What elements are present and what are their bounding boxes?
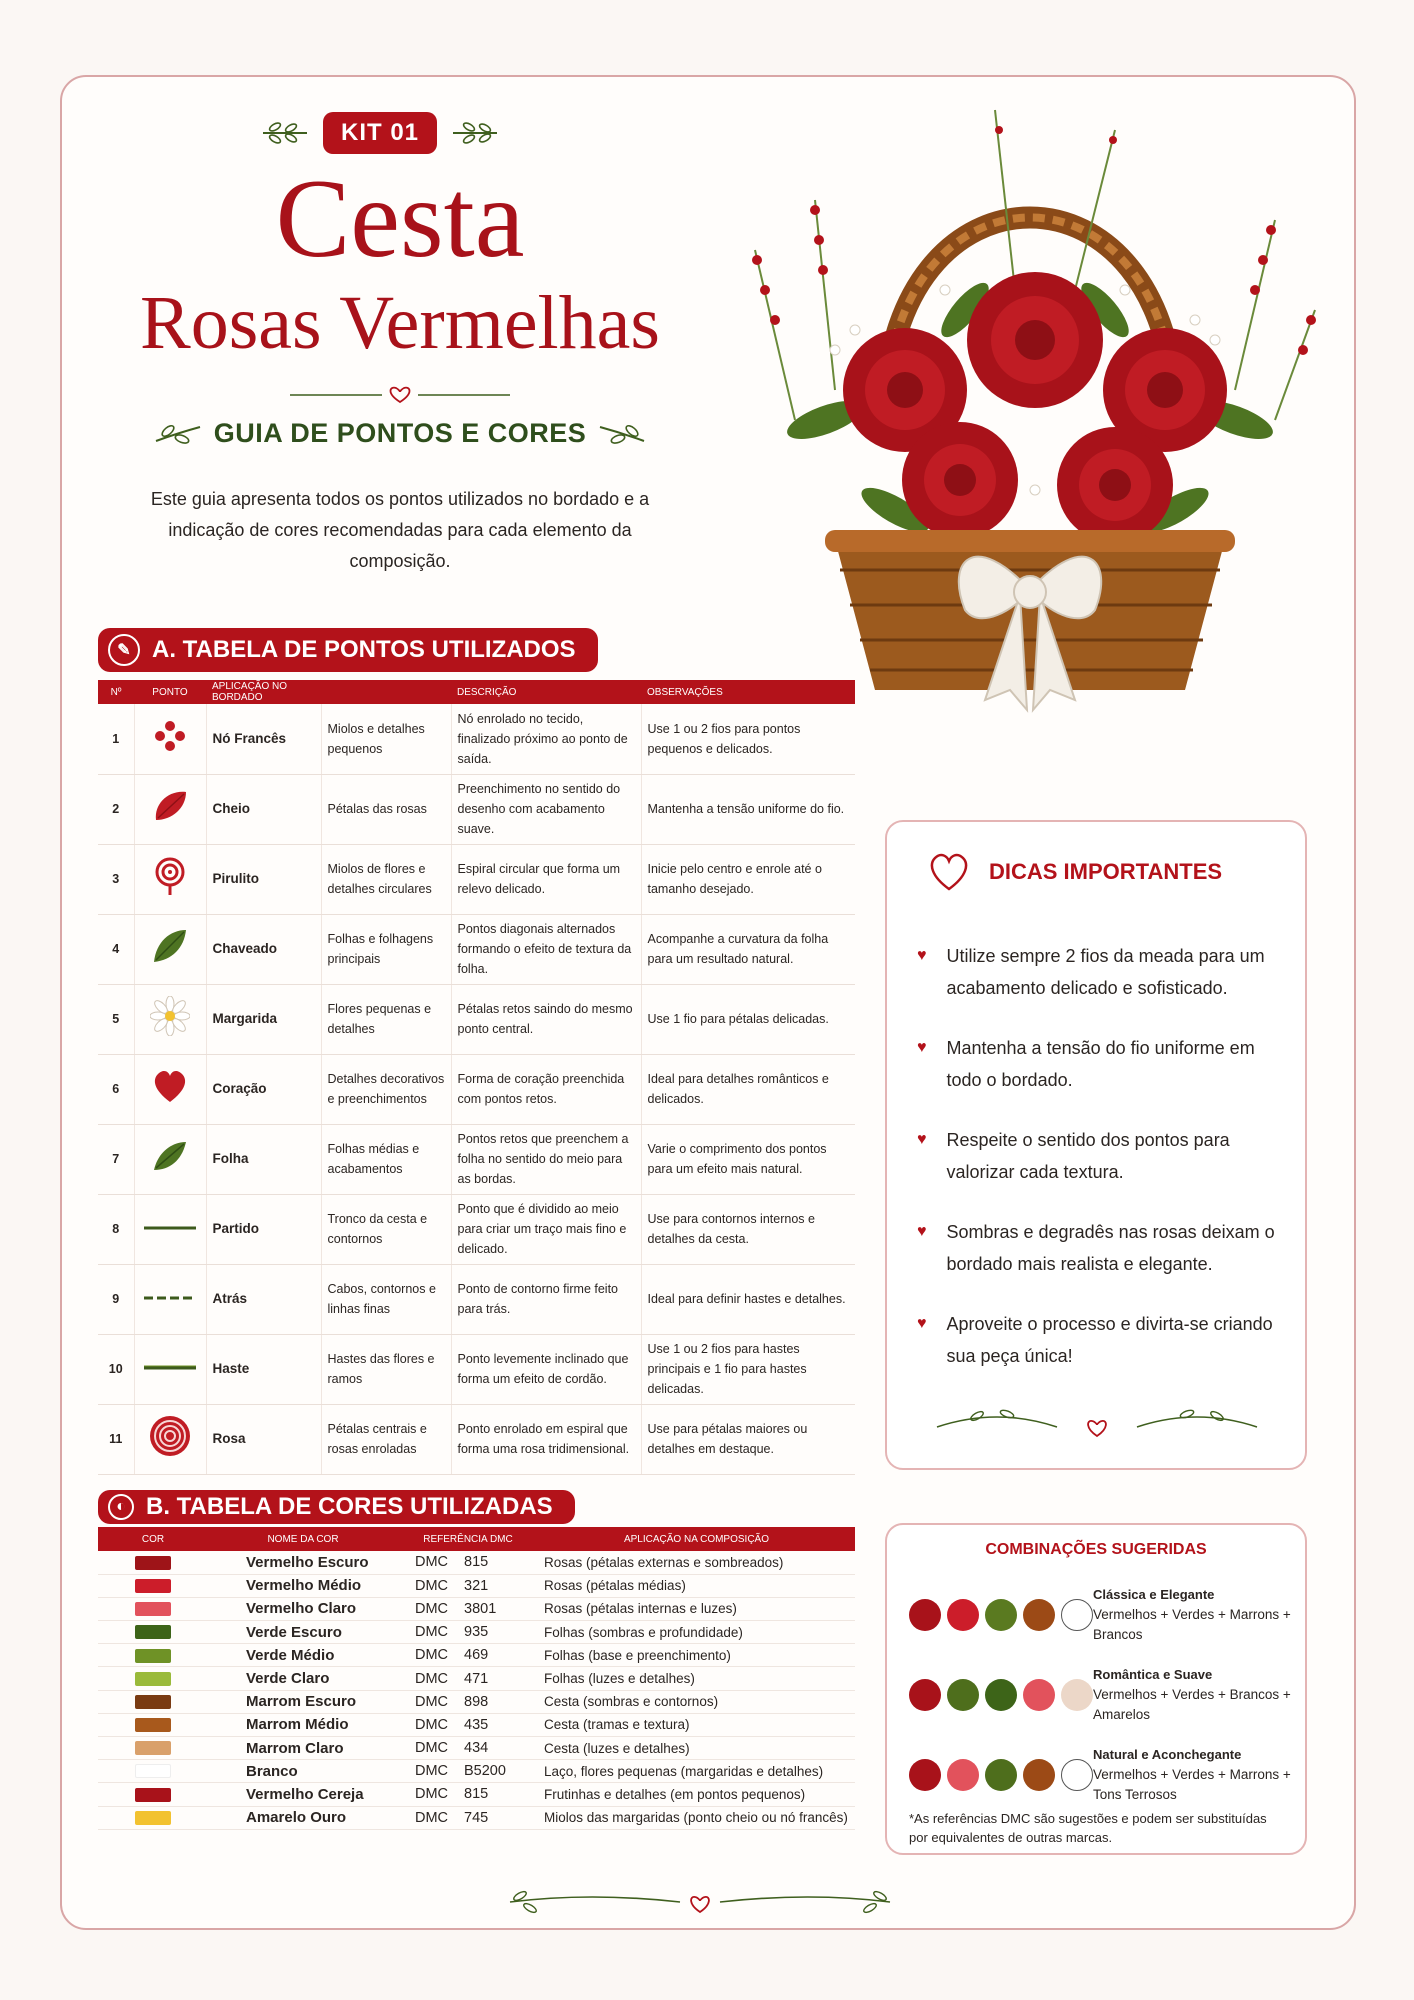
stitch-name: Folha bbox=[206, 1124, 321, 1194]
color-dots bbox=[909, 1759, 1093, 1791]
heart-icon bbox=[134, 1054, 206, 1124]
stitch-number: 6 bbox=[98, 1054, 134, 1124]
color-application: Rosas (pétalas externas e sombreados) bbox=[538, 1551, 855, 1574]
tip-item bbox=[917, 1124, 1287, 1188]
color-row bbox=[98, 1713, 855, 1736]
color-table-body bbox=[98, 1551, 855, 1829]
dmc-label: DMC bbox=[398, 1551, 458, 1574]
rose-spiral-icon bbox=[134, 1404, 206, 1474]
stitch-description: Forma de coração preenchida com pontos retos. bbox=[451, 1054, 641, 1124]
color-swatch-cell bbox=[98, 1597, 208, 1620]
combination-text bbox=[1093, 1745, 1294, 1805]
color-row bbox=[98, 1806, 855, 1829]
satin-petal-icon bbox=[134, 774, 206, 844]
stitch-table-header bbox=[98, 680, 855, 704]
backstitch-icon bbox=[134, 1264, 206, 1334]
col-color: COR bbox=[98, 1527, 208, 1551]
stitch-number: 9 bbox=[98, 1264, 134, 1334]
color-row bbox=[98, 1760, 855, 1783]
stitch-application: Detalhes decorativos e preenchimentos bbox=[321, 1054, 451, 1124]
stitch-observation: Varie o comprimento dos pontos para um efeito mais natural. bbox=[641, 1124, 855, 1194]
color-application: Cesta (sombras e contornos) bbox=[538, 1690, 855, 1713]
color-swatch bbox=[135, 1741, 171, 1755]
stitch-description: Ponto que é dividido ao meio para criar um traço mais fino e delicado. bbox=[451, 1194, 641, 1264]
stitch-row bbox=[98, 774, 855, 844]
col-blank bbox=[321, 680, 451, 704]
stitch-number: 3 bbox=[98, 844, 134, 914]
stitch-name: Nó Francês bbox=[206, 704, 321, 774]
dmc-label: DMC bbox=[398, 1597, 458, 1620]
color-swatch bbox=[135, 1788, 171, 1802]
stitch-number: 1 bbox=[98, 704, 134, 774]
col-dmc-ref: REFERÊNCIA DMC bbox=[398, 1527, 538, 1551]
color-swatch-cell bbox=[98, 1551, 208, 1574]
color-row bbox=[98, 1551, 855, 1574]
color-dot bbox=[947, 1679, 979, 1711]
dmc-label: DMC bbox=[398, 1644, 458, 1667]
color-name: Vermelho Médio bbox=[208, 1574, 398, 1597]
tip-item bbox=[917, 1216, 1287, 1280]
combination-name: Natural e Aconchegante bbox=[1093, 1747, 1242, 1762]
color-swatch-cell bbox=[98, 1783, 208, 1806]
stitch-number: 4 bbox=[98, 914, 134, 984]
col-description: DESCRIÇÃO bbox=[451, 680, 641, 704]
color-application: Folhas (base e preenchimento) bbox=[538, 1644, 855, 1667]
spiral-icon bbox=[134, 844, 206, 914]
daisy-icon bbox=[134, 984, 206, 1054]
color-row bbox=[98, 1737, 855, 1760]
combination-name: Clássica e Elegante bbox=[1093, 1587, 1215, 1602]
color-table-header bbox=[98, 1527, 855, 1551]
stitch-description: Pontos retos que preenchem a folha no sentido do meio para as bordas. bbox=[451, 1124, 641, 1194]
color-dot bbox=[947, 1599, 979, 1631]
stitch-application: Miolos de flores e detalhes circulares bbox=[321, 844, 451, 914]
color-swatch bbox=[135, 1649, 171, 1663]
dmc-reference: 434 bbox=[458, 1737, 538, 1760]
guide-title: GUIA DE PONTOS E CORES bbox=[213, 418, 587, 448]
col-application: APLICAÇÃO NO BORDADO bbox=[206, 680, 321, 704]
stitch-observation: Use 1 fio para pétalas delicadas. bbox=[641, 984, 855, 1054]
color-table bbox=[98, 1527, 855, 1830]
section-b-header bbox=[98, 1490, 575, 1524]
stitch-description: Ponto de contorno firme feito para trás. bbox=[451, 1264, 641, 1334]
color-swatch-cell bbox=[98, 1574, 208, 1597]
color-swatch bbox=[135, 1811, 171, 1825]
floral-divider-icon bbox=[927, 1402, 1267, 1442]
color-application: Miolos das margaridas (ponto cheio ou nó francês) bbox=[538, 1806, 855, 1829]
stitch-application: Folhas e folhagens principais bbox=[321, 914, 451, 984]
tip-text: Utilize sempre 2 fios da meada para um acabamento delicado e sofisticado. bbox=[946, 946, 1265, 998]
tip-text: Mantenha a tensão do fio uniforme em todo o bordado. bbox=[946, 1038, 1255, 1090]
color-application: Cesta (luzes e detalhes) bbox=[538, 1737, 855, 1760]
needle-icon: ✎ bbox=[108, 634, 140, 666]
dmc-reference: 321 bbox=[458, 1574, 538, 1597]
color-row bbox=[98, 1783, 855, 1806]
dmc-label: DMC bbox=[398, 1760, 458, 1783]
stitch-table bbox=[98, 680, 855, 1475]
rose-basket-illustration bbox=[715, 90, 1345, 720]
stitch-application: Flores pequenas e detalhes bbox=[321, 984, 451, 1054]
kit-row bbox=[260, 110, 500, 156]
stitch-row bbox=[98, 914, 855, 984]
color-name: Vermelho Claro bbox=[208, 1597, 398, 1620]
stitch-observation: Use 1 ou 2 fios para pontos pequenos e delicados. bbox=[641, 704, 855, 774]
fishbone-leaf-icon bbox=[134, 914, 206, 984]
title-line-1: Cesta bbox=[275, 157, 525, 281]
color-application: Laço, flores pequenas (margaridas e detalhes) bbox=[538, 1760, 855, 1783]
tip-text: Sombras e degradês nas rosas deixam o bordado mais realista e elegante. bbox=[946, 1222, 1275, 1274]
stitch-name: Rosa bbox=[206, 1404, 321, 1474]
stitch-application: Pétalas das rosas bbox=[321, 774, 451, 844]
color-dot bbox=[1061, 1679, 1093, 1711]
combinations-title: COMBINAÇÕES SUGERIDAS bbox=[985, 1541, 1207, 1558]
stitch-row bbox=[98, 1124, 855, 1194]
tips-title: DICAS IMPORTANTES bbox=[989, 859, 1223, 884]
stitch-observation: Mantenha a tensão uniforme do fio. bbox=[641, 774, 855, 844]
tip-text: Respeite o sentido dos pontos para valorizar cada textura. bbox=[946, 1130, 1230, 1182]
stitch-application: Hastes das flores e ramos bbox=[321, 1334, 451, 1404]
heart-bullet-icon: ♥ bbox=[917, 1131, 927, 1148]
color-name: Vermelho Cereja bbox=[208, 1783, 398, 1806]
stitch-description: Espiral circular que forma um relevo delicado. bbox=[451, 844, 641, 914]
combination-desc: Vermelhos + Verdes + Marrons + Tons Terrosos bbox=[1093, 1767, 1291, 1802]
leaf-icon bbox=[134, 1124, 206, 1194]
color-application: Folhas (luzes e detalhes) bbox=[538, 1667, 855, 1690]
tips-box bbox=[885, 820, 1307, 1470]
dmc-reference: 745 bbox=[458, 1806, 538, 1829]
stitch-name: Coração bbox=[206, 1054, 321, 1124]
stitch-number: 5 bbox=[98, 984, 134, 1054]
dmc-label: DMC bbox=[398, 1713, 458, 1736]
color-name: Marrom Escuro bbox=[208, 1690, 398, 1713]
color-dot bbox=[1061, 1599, 1093, 1631]
dmc-label: DMC bbox=[398, 1621, 458, 1644]
color-name: Marrom Médio bbox=[208, 1713, 398, 1736]
color-swatch-cell bbox=[98, 1713, 208, 1736]
section-a-header bbox=[98, 628, 598, 672]
tip-item bbox=[917, 1032, 1287, 1096]
dmc-reference: 469 bbox=[458, 1644, 538, 1667]
color-name: Verde Escuro bbox=[208, 1621, 398, 1644]
tip-item bbox=[917, 1308, 1287, 1372]
stitch-observation: Inicie pelo centro e enrole até o tamanho desejado. bbox=[641, 844, 855, 914]
color-row bbox=[98, 1690, 855, 1713]
stitch-number: 8 bbox=[98, 1194, 134, 1264]
bottom-ornament-icon bbox=[500, 1882, 900, 1922]
stitch-description: Ponto enrolado em espiral que forma uma rosa tridimensional. bbox=[451, 1404, 641, 1474]
color-dot bbox=[985, 1599, 1017, 1631]
col-stitch: PONTO bbox=[134, 680, 206, 704]
stitch-row bbox=[98, 984, 855, 1054]
heart-divider-icon bbox=[290, 385, 510, 405]
color-swatch-cell bbox=[98, 1690, 208, 1713]
color-dot bbox=[985, 1759, 1017, 1791]
color-dot bbox=[1023, 1759, 1055, 1791]
stitch-application: Tronco da cesta e contornos bbox=[321, 1194, 451, 1264]
stitch-application: Pétalas centrais e rosas enroladas bbox=[321, 1404, 451, 1474]
combination-row bbox=[909, 1585, 1294, 1645]
stitch-row bbox=[98, 1334, 855, 1404]
stitch-name: Atrás bbox=[206, 1264, 321, 1334]
french-knot-icon bbox=[134, 704, 206, 774]
stitch-description: Preenchimento no sentido do desenho com acabamento suave. bbox=[451, 774, 641, 844]
color-swatch-cell bbox=[98, 1621, 208, 1644]
color-name: Amarelo Ouro bbox=[208, 1806, 398, 1829]
right-leaf-icon bbox=[598, 419, 646, 449]
stitch-observation: Use para pétalas maiores ou detalhes em destaque. bbox=[641, 1404, 855, 1474]
color-swatch bbox=[135, 1625, 171, 1639]
dmc-reference: 471 bbox=[458, 1667, 538, 1690]
color-swatch-cell bbox=[98, 1644, 208, 1667]
stitch-name: Margarida bbox=[206, 984, 321, 1054]
tip-text: Aproveite o processo e divirta-se criando sua peça única! bbox=[946, 1314, 1273, 1366]
stitch-observation: Ideal para definir hastes e detalhes. bbox=[641, 1264, 855, 1334]
kit-badge: KIT 01 bbox=[323, 112, 437, 154]
color-application: Rosas (pétalas médias) bbox=[538, 1574, 855, 1597]
color-dot bbox=[909, 1679, 941, 1711]
col-num: Nº bbox=[98, 680, 134, 704]
combination-text bbox=[1093, 1665, 1294, 1725]
color-swatch bbox=[135, 1764, 171, 1778]
color-swatch-cell bbox=[98, 1806, 208, 1829]
color-name: Vermelho Escuro bbox=[208, 1551, 398, 1574]
combinations-box bbox=[885, 1523, 1307, 1855]
color-dot bbox=[909, 1599, 941, 1631]
color-swatch bbox=[135, 1602, 171, 1616]
stitch-observation: Ideal para detalhes românticos e delicados. bbox=[641, 1054, 855, 1124]
stitch-table-body bbox=[98, 704, 855, 1474]
color-row bbox=[98, 1574, 855, 1597]
heart-outline-icon bbox=[927, 852, 971, 892]
stitch-application: Cabos, contornos e linhas finas bbox=[321, 1264, 451, 1334]
color-name: Branco bbox=[208, 1760, 398, 1783]
color-row bbox=[98, 1597, 855, 1620]
color-name: Verde Médio bbox=[208, 1644, 398, 1667]
color-application: Cesta (tramas e textura) bbox=[538, 1713, 855, 1736]
stitch-row bbox=[98, 1054, 855, 1124]
color-swatch bbox=[135, 1695, 171, 1709]
stitch-row bbox=[98, 1404, 855, 1474]
combination-row bbox=[909, 1745, 1294, 1805]
stitch-number: 7 bbox=[98, 1124, 134, 1194]
color-application: Frutinhas e detalhes (em pontos pequenos) bbox=[538, 1783, 855, 1806]
stitch-name: Pirulito bbox=[206, 844, 321, 914]
dmc-label: DMC bbox=[398, 1737, 458, 1760]
stitch-application: Folhas médias e acabamentos bbox=[321, 1124, 451, 1194]
tips-header bbox=[927, 852, 1222, 892]
color-row bbox=[98, 1621, 855, 1644]
combination-desc: Vermelhos + Verdes + Marrons + Brancos bbox=[1093, 1607, 1291, 1642]
combination-row bbox=[909, 1665, 1294, 1725]
color-row bbox=[98, 1667, 855, 1690]
stitch-description: Pontos diagonais alternados formando o efeito de textura da folha. bbox=[451, 914, 641, 984]
stitch-name: Partido bbox=[206, 1194, 321, 1264]
color-dot bbox=[909, 1759, 941, 1791]
section-a-title: A. TABELA DE PONTOS UTILIZADOS bbox=[152, 636, 576, 663]
stitch-observation: Use 1 ou 2 fios para hastes principais e 1 fio para hastes delicadas. bbox=[641, 1334, 855, 1404]
stitch-application: Miolos e detalhes pequenos bbox=[321, 704, 451, 774]
stitch-number: 11 bbox=[98, 1404, 134, 1474]
stitch-number: 2 bbox=[98, 774, 134, 844]
dmc-reference: 815 bbox=[458, 1551, 538, 1574]
color-dot bbox=[947, 1759, 979, 1791]
color-swatch-cell bbox=[98, 1667, 208, 1690]
color-swatch bbox=[135, 1672, 171, 1686]
guide-title-row bbox=[130, 418, 670, 449]
intro-text: Este guia apresenta todos os pontos utilizados no bordado e a indicação de cores recomendadas para cada elemento da composição. bbox=[150, 489, 650, 571]
stitch-description: Pétalas retos saindo do mesmo ponto central. bbox=[451, 984, 641, 1054]
heart-bullet-icon: ♥ bbox=[917, 947, 927, 964]
color-application: Rosas (pétalas internas e luzes) bbox=[538, 1597, 855, 1620]
color-dots bbox=[909, 1679, 1093, 1711]
split-stitch-icon bbox=[134, 1194, 206, 1264]
color-row bbox=[98, 1644, 855, 1667]
heart-bullet-icon: ♥ bbox=[917, 1223, 927, 1240]
stitch-row bbox=[98, 1264, 855, 1334]
section-b-title: B. TABELA DE CORES UTILIZADAS bbox=[146, 1493, 553, 1520]
dmc-reference: B5200 bbox=[458, 1760, 538, 1783]
dmc-reference: 815 bbox=[458, 1783, 538, 1806]
stitch-description: Nó enrolado no tecido, finalizado próximo ao ponto de saída. bbox=[451, 704, 641, 774]
color-swatch-cell bbox=[98, 1737, 208, 1760]
stitch-name: Cheio bbox=[206, 774, 321, 844]
stitch-number: 10 bbox=[98, 1334, 134, 1404]
stitch-name: Chaveado bbox=[206, 914, 321, 984]
dmc-reference: 935 bbox=[458, 1621, 538, 1644]
dmc-label: DMC bbox=[398, 1574, 458, 1597]
col-color-name: NOME DA COR bbox=[208, 1527, 398, 1551]
tip-item bbox=[917, 940, 1287, 1004]
color-name: Marrom Claro bbox=[208, 1737, 398, 1760]
dmc-label: DMC bbox=[398, 1806, 458, 1829]
combination-text bbox=[1093, 1585, 1294, 1645]
color-dot bbox=[1061, 1759, 1093, 1791]
color-dots bbox=[909, 1599, 1093, 1631]
stitch-observation: Acompanhe a curvatura da folha para um resultado natural. bbox=[641, 914, 855, 984]
color-swatch bbox=[135, 1579, 171, 1593]
palette-icon: ◐ bbox=[108, 1494, 134, 1520]
stem-stitch-icon bbox=[134, 1334, 206, 1404]
stitch-row bbox=[98, 1194, 855, 1264]
color-name: Verde Claro bbox=[208, 1667, 398, 1690]
stitch-name: Haste bbox=[206, 1334, 321, 1404]
dmc-label: DMC bbox=[398, 1690, 458, 1713]
color-application: Folhas (sombras e profundidade) bbox=[538, 1621, 855, 1644]
stitch-row bbox=[98, 844, 855, 914]
dmc-note: *As referências DMC são sugestões e podem ser substituídas por equivalentes de outras marcas. bbox=[909, 1811, 1267, 1845]
color-dot bbox=[1023, 1599, 1055, 1631]
color-dot bbox=[985, 1679, 1017, 1711]
left-sprig-icon bbox=[261, 118, 309, 148]
combination-desc: Vermelhos + Verdes + Brancos + Amarelos bbox=[1093, 1687, 1291, 1722]
dmc-reference: 3801 bbox=[458, 1597, 538, 1620]
combination-name: Romântica e Suave bbox=[1093, 1667, 1213, 1682]
color-swatch-cell bbox=[98, 1760, 208, 1783]
heart-bullet-icon: ♥ bbox=[917, 1039, 927, 1056]
color-dot bbox=[1023, 1679, 1055, 1711]
stitch-row bbox=[98, 704, 855, 774]
dmc-label: DMC bbox=[398, 1667, 458, 1690]
col-observations: OBSERVAÇÕES bbox=[641, 680, 855, 704]
stitch-description: Ponto levemente inclinado que forma um efeito de cordão. bbox=[451, 1334, 641, 1404]
dmc-reference: 898 bbox=[458, 1690, 538, 1713]
stitch-observation: Use para contornos internos e detalhes da cesta. bbox=[641, 1194, 855, 1264]
dmc-reference: 435 bbox=[458, 1713, 538, 1736]
col-composition: APLICAÇÃO NA COMPOSIÇÃO bbox=[538, 1527, 855, 1551]
heart-bullet-icon: ♥ bbox=[917, 1315, 927, 1332]
right-sprig-icon bbox=[451, 118, 499, 148]
color-swatch bbox=[135, 1556, 171, 1570]
title-line-2: Rosas Vermelhas bbox=[140, 281, 660, 365]
dmc-label: DMC bbox=[398, 1783, 458, 1806]
color-swatch bbox=[135, 1718, 171, 1732]
left-leaf-icon bbox=[154, 419, 202, 449]
